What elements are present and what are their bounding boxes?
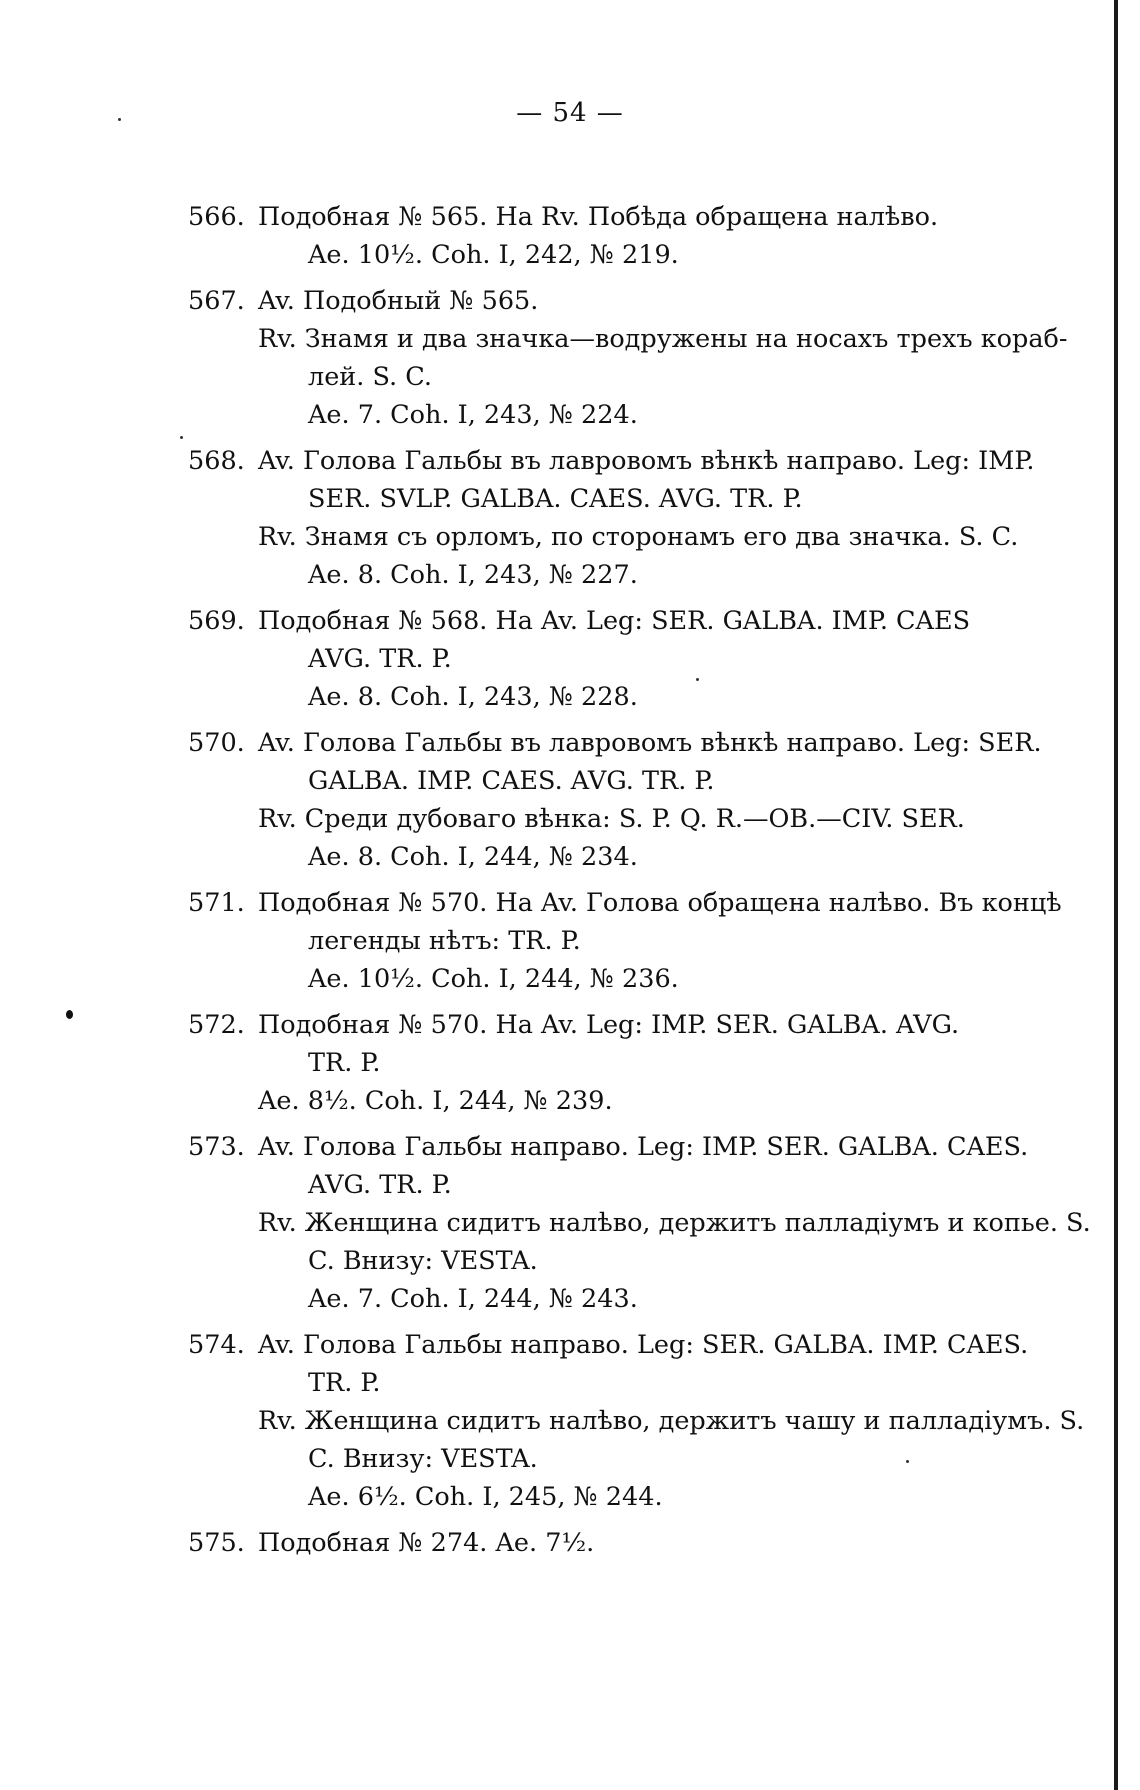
- catalog-entry: [188, 884, 1088, 998]
- entry-first-line: [188, 1326, 1088, 1364]
- entry-line: Ae. 8. Coh. I, 243, № 228.: [308, 682, 638, 712]
- entry-line: лей. S. C.: [308, 362, 432, 392]
- entry-first-line: [188, 724, 1088, 762]
- entry-number: 571.: [188, 888, 245, 918]
- entry-text: Av. Голова Гальбы направо. Leg: IMP. SER. GALBA. CAES.: [258, 1132, 1029, 1162]
- catalog-entry: [188, 1326, 1088, 1516]
- entry-line: Ae. 10½. Coh. I, 242, № 219.: [308, 240, 679, 270]
- catalog-entry: [188, 1006, 1088, 1120]
- entry-first-line: [188, 1128, 1088, 1166]
- entry-line: TR. P.: [308, 1368, 381, 1398]
- entry-line: легенды нѣтъ: TR. P.: [308, 926, 581, 956]
- entry-first-line: [188, 442, 1088, 480]
- entry-line: GALBA. IMP. CAES. AVG. TR. P.: [308, 766, 715, 796]
- catalog-entry: [188, 1128, 1091, 1318]
- entry-line: Ae. 8. Coh. I, 243, № 227.: [308, 560, 638, 590]
- catalog-entries: [188, 198, 1091, 1570]
- entry-first-line: [188, 198, 1088, 236]
- entry-text: Av. Голова Гальбы въ лавровомъ вѣнкѣ направо. Leg: SER.: [258, 728, 1042, 758]
- entry-number: 566.: [188, 202, 245, 232]
- entry-line: Ae. 7. Coh. I, 243, № 224.: [308, 400, 638, 430]
- entry-first-line: [188, 884, 1088, 922]
- entry-text: Av. Голова Гальбы въ лавровомъ вѣнкѣ направо. Leg: IMP.: [258, 446, 1035, 476]
- entry-text: Подобная № 570. На Av. Голова обращена налѣво. Въ концѣ: [258, 888, 1062, 918]
- page-edge-rule: [1114, 0, 1118, 1790]
- entry-first-line: [188, 602, 1088, 640]
- entry-line: C. Внизу: VESTA.: [308, 1444, 538, 1474]
- entry-line: Ae. 6½. Coh. I, 245, № 244.: [308, 1482, 663, 1512]
- entry-text: Подобная № 274. Ae. 7½.: [258, 1528, 595, 1558]
- entry-line: C. Внизу: VESTA.: [308, 1246, 538, 1276]
- entry-first-line: [188, 282, 1088, 320]
- entry-line: AVG. TR. P.: [308, 1170, 452, 1200]
- entry-line: Rv. Знамя и два значка—водружены на носахъ трехъ кораб-: [258, 324, 1068, 354]
- page-number: — 54 —: [516, 98, 624, 128]
- entry-number: 573.: [188, 1132, 245, 1162]
- ink-mark: [66, 1010, 73, 1019]
- entry-number: 574.: [188, 1330, 245, 1360]
- entry-line: TR. P.: [308, 1048, 381, 1078]
- entry-number: 570.: [188, 728, 245, 758]
- entry-line: AVG. TR. P.: [308, 644, 452, 674]
- entry-text: Av. Голова Гальбы направо. Leg: SER. GALBA. IMP. CAES.: [258, 1330, 1029, 1360]
- entry-line: Ae. 7. Coh. I, 244, № 243.: [308, 1284, 638, 1314]
- entry-line: Ae. 8½. Coh. I, 244, № 239.: [258, 1086, 613, 1116]
- catalog-entry: [188, 1524, 1088, 1562]
- entry-text: Подобная № 570. На Av. Leg: IMP. SER. GALBA. AVG.: [258, 1010, 960, 1040]
- catalog-entry: [188, 282, 1088, 434]
- entry-line: Rv. Женщина сидитъ налѣво, держитъ чашу и палладіумъ. S.: [258, 1406, 1085, 1436]
- entry-first-line: [188, 1006, 1088, 1044]
- entry-line: Ae. 10½. Coh. I, 244, № 236.: [308, 964, 679, 994]
- entry-number: 575.: [188, 1528, 245, 1558]
- entry-text: Подобная № 568. На Av. Leg: SER. GALBA. IMP. CAES: [258, 606, 971, 636]
- entry-number: 568.: [188, 446, 245, 476]
- entry-text: Av. Подобный № 565.: [258, 286, 539, 316]
- entry-number: 567.: [188, 286, 245, 316]
- entry-first-line: [188, 1524, 1088, 1562]
- entry-number: 572.: [188, 1010, 245, 1040]
- catalog-entry: [188, 602, 1088, 716]
- entry-line: Rv. Среди дубоваго вѣнка: S. P. Q. R.—OB.—CIV. SER.: [258, 804, 965, 834]
- entry-line: Rv. Женщина сидитъ налѣво, держитъ палладіумъ и копье. S.: [258, 1208, 1091, 1238]
- catalog-entry: [188, 724, 1088, 876]
- entry-line: SER. SVLP. GALBA. CAES. AVG. TR. P.: [308, 484, 803, 514]
- entry-text: Подобная № 565. На Rv. Побѣда обращена налѣво.: [258, 202, 939, 232]
- catalog-entry: [188, 198, 1088, 274]
- catalog-entry: [188, 442, 1088, 594]
- entry-number: 569.: [188, 606, 245, 636]
- entry-line: Ae. 8. Coh. I, 244, № 234.: [308, 842, 638, 872]
- entry-line: Rv. Знамя съ орломъ, по сторонамъ его два значка. S. C.: [258, 522, 1019, 552]
